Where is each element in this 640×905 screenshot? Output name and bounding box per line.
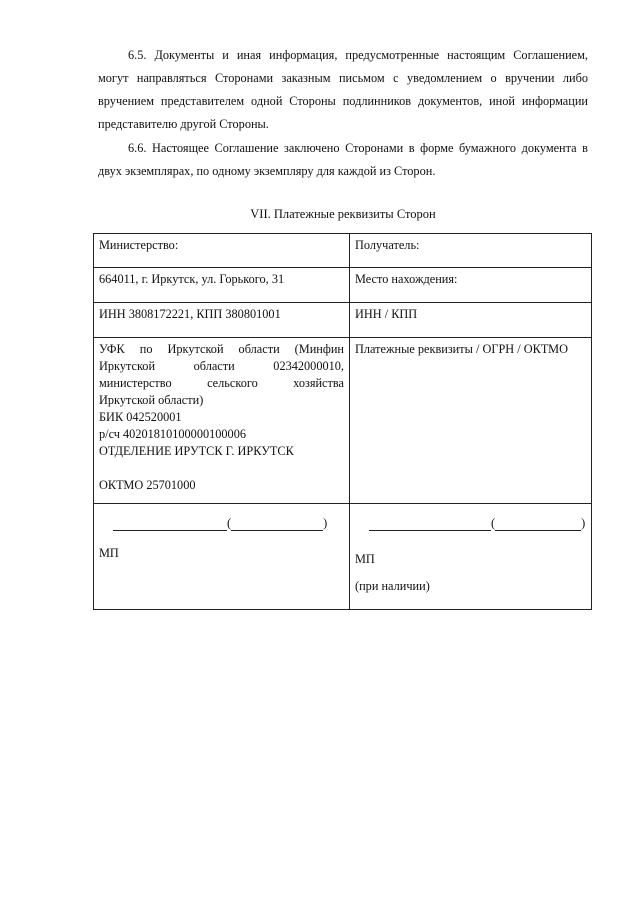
- account-number: р/сч 40201810100000100006: [99, 427, 247, 441]
- clause-6-6-line: двух экземплярах, по одному экземпляру для каждой из Сторон.: [98, 164, 436, 178]
- signature-line: [355, 515, 586, 531]
- section-title: VII. Платежные реквизиты Сторон: [250, 207, 436, 221]
- ministry-bank-details: [94, 338, 350, 504]
- clause-6-5-line: могут направляться Сторонами заказным письмом с уведомлением о вручении либо: [98, 71, 588, 85]
- oktmo: ОКТМО 25701000: [99, 478, 196, 492]
- clause-6-6: [98, 137, 588, 183]
- bik: БИК 042520001: [99, 410, 182, 424]
- recipient-inn-kpp-label: ИНН / КПП: [350, 303, 592, 338]
- clause-6-5-line: вручением представителем одной Стороны подлинников документов, иной информации: [98, 94, 588, 108]
- sig-close-paren: ): [323, 516, 328, 530]
- sig-close-paren: ): [581, 516, 586, 530]
- table-row: [94, 234, 592, 268]
- bank-line: Иркутской области 02342000010,: [99, 359, 344, 373]
- ministry-signature-block: [94, 504, 350, 610]
- ministry-inn-kpp: ИНН 3808172221, КПП 380801001: [94, 303, 350, 338]
- recipient-signature-block: [350, 504, 592, 610]
- recipient-location-label: Место нахождения:: [350, 268, 592, 303]
- stamp-place-label: МП: [99, 546, 119, 560]
- sig-open-paren: (: [491, 516, 496, 530]
- bank-line: министерство сельского хозяйства: [99, 376, 344, 390]
- clause-6-5: [98, 44, 588, 136]
- recipient-label: Получатель:: [350, 234, 592, 268]
- sig-open-paren: (: [227, 516, 232, 530]
- table-row: [94, 504, 592, 610]
- table-row: [94, 338, 592, 504]
- recipient-bank-label: Платежные реквизиты / ОГРН / ОКТМО: [355, 342, 568, 356]
- clause-6-5-line: представителю другой Стороны.: [98, 117, 269, 131]
- ministry-address: 664011, г. Иркутск, ул. Горького, 31: [94, 268, 350, 303]
- bank-line: Иркутской области): [99, 393, 204, 407]
- stamp-place-label: МП: [355, 552, 375, 566]
- clause-6-6-line: 6.6. Настоящее Соглашение заключено Сторонами в форме бумажного документа в: [128, 141, 588, 155]
- bank-branch: ОТДЕЛЕНИЕ ИРУТСК Г. ИРКУТСК: [99, 444, 294, 458]
- clause-6-5-line: 6.5. Документы и иная информация, предусмотренные настоящим Соглашением,: [128, 48, 588, 62]
- table-row: [94, 268, 592, 303]
- payment-details-table: [93, 233, 592, 610]
- bank-line: УФК по Иркутской области (Минфин: [99, 342, 344, 356]
- table-row: [94, 303, 592, 338]
- ministry-label: Министерство:: [94, 234, 350, 268]
- recipient-bank-details-label: [350, 338, 592, 504]
- stamp-note: (при наличии): [355, 579, 430, 593]
- signature-line: [99, 515, 344, 531]
